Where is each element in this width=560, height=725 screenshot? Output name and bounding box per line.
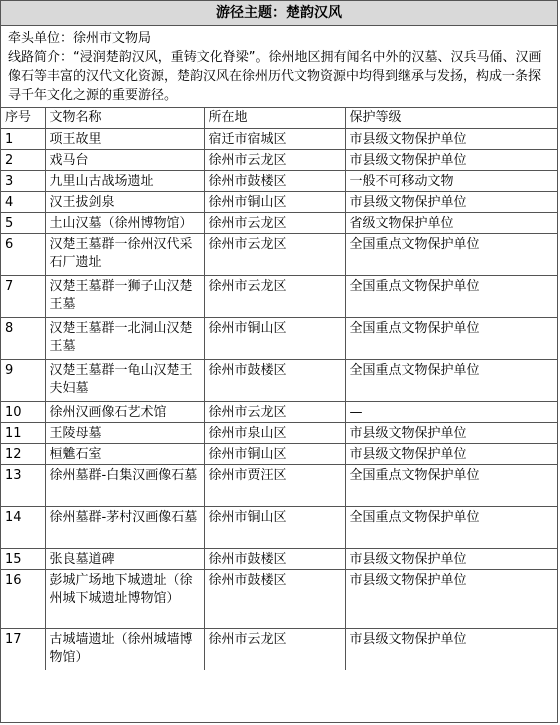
cell-protection-level: 全国重点文物保护单位 [345, 234, 557, 276]
cell-location: 徐州市云龙区 [204, 234, 345, 276]
header-location: 所在地 [204, 108, 345, 129]
cell-index: 11 [1, 423, 45, 444]
cell-index: 15 [1, 549, 45, 570]
cell-relic-name: 王陵母墓 [45, 423, 204, 444]
cell-index: 7 [1, 276, 45, 318]
cell-relic-name: 桓魋石室 [45, 444, 204, 465]
table-row [1, 276, 557, 318]
cell-protection-level: — [345, 402, 557, 423]
cell-relic-name: 徐州墓群-茅村汉画像石墓 [45, 507, 204, 549]
cell-location: 徐州市泉山区 [204, 423, 345, 444]
cell-index: 3 [1, 171, 45, 192]
cell-relic-name: 汉王拔剑泉 [45, 192, 204, 213]
cell-location: 徐州市鼓楼区 [204, 171, 345, 192]
cell-relic-name: 戏马台 [45, 150, 204, 171]
cell-protection-level: 市县级文物保护单位 [345, 423, 557, 444]
cell-protection-level: 全国重点文物保护单位 [345, 276, 557, 318]
cell-protection-level: 全国重点文物保护单位 [345, 318, 557, 360]
cell-location: 徐州市铜山区 [204, 444, 345, 465]
cell-location: 徐州市鼓楼区 [204, 360, 345, 402]
cell-location: 徐州市云龙区 [204, 150, 345, 171]
cell-location: 徐州市云龙区 [204, 629, 345, 671]
cell-relic-name: 汉楚王墓群一狮子山汉楚王墓 [45, 276, 204, 318]
cell-protection-level: 市县级文物保护单位 [345, 549, 557, 570]
cell-location: 宿迁市宿城区 [204, 129, 345, 150]
table-row [1, 150, 557, 171]
cell-protection-level: 全国重点文物保护单位 [345, 465, 557, 507]
cell-index: 4 [1, 192, 45, 213]
cell-protection-level: 省级文物保护单位 [345, 213, 557, 234]
header-protection-level: 保护等级 [345, 108, 557, 129]
table-row [1, 423, 557, 444]
cell-index: 17 [1, 629, 45, 671]
cell-protection-level: 全国重点文物保护单位 [345, 507, 557, 549]
cell-relic-name: 汉楚王墓群一龟山汉楚王夫妇墓 [45, 360, 204, 402]
table-row [1, 402, 557, 423]
table-row [1, 213, 557, 234]
cell-protection-level: 市县级文物保护单位 [345, 192, 557, 213]
table-row [1, 507, 557, 549]
table-row [1, 465, 557, 507]
cell-location: 徐州市鼓楼区 [204, 549, 345, 570]
route-intro: 线路简介：“浸润楚韵汉风，重铸文化脊梁”。徐州地区拥有闻名中外的汉墓、汉兵马俑、汉画像石等丰富的汉代文化资源，楚韵汉风在徐州历代文物资源中均得到继承与发扬，构成一条探寻千年文化之源的重要游径。 [8, 50, 542, 103]
cell-index: 16 [1, 570, 45, 629]
cell-index: 6 [1, 234, 45, 276]
cell-protection-level: 市县级文物保护单位 [345, 150, 557, 171]
table-row [1, 629, 557, 671]
cell-location: 徐州市云龙区 [204, 276, 345, 318]
table-row [1, 234, 557, 276]
cell-protection-level: 市县级文物保护单位 [345, 570, 557, 629]
cell-index: 12 [1, 444, 45, 465]
table-row [1, 570, 557, 629]
table-row [1, 129, 557, 150]
cell-relic-name: 徐州墓群-白集汉画像石墓 [45, 465, 204, 507]
cell-protection-level: 市县级文物保护单位 [345, 629, 557, 671]
cell-protection-level: 一般不可移动文物 [345, 171, 557, 192]
table-row [1, 549, 557, 570]
cell-relic-name: 徐州汉画像石艺术馆 [45, 402, 204, 423]
cell-relic-name: 张良墓道碑 [45, 549, 204, 570]
cell-location: 徐州市鼓楼区 [204, 570, 345, 629]
cell-index: 10 [1, 402, 45, 423]
cell-relic-name: 汉楚王墓群一北洞山汉楚王墓 [45, 318, 204, 360]
table-row [1, 444, 557, 465]
relics-table [1, 108, 557, 670]
cell-index: 9 [1, 360, 45, 402]
header-index: 序号 [1, 108, 45, 129]
route-title: 游径主题：楚韵汉风 [1, 1, 557, 26]
cell-relic-name: 古城墙遗址（徐州城墙博物馆） [45, 629, 204, 671]
cell-relic-name: 项王故里 [45, 129, 204, 150]
cell-location: 徐州市云龙区 [204, 213, 345, 234]
table-row [1, 360, 557, 402]
cell-index: 2 [1, 150, 45, 171]
cell-relic-name: 汉楚王墓群一徐州汉代采石厂遗址 [45, 234, 204, 276]
header-relic-name: 文物名称 [45, 108, 204, 129]
cell-index: 13 [1, 465, 45, 507]
cell-relic-name: 土山汉墓（徐州博物馆） [45, 213, 204, 234]
table-row [1, 171, 557, 192]
cell-protection-level: 市县级文物保护单位 [345, 444, 557, 465]
cell-location: 徐州市贾汪区 [204, 465, 345, 507]
cell-location: 徐州市铜山区 [204, 192, 345, 213]
cell-relic-name: 彭城广场地下城遗址（徐州城下城遗址博物馆） [45, 570, 204, 629]
cell-protection-level: 全国重点文物保护单位 [345, 360, 557, 402]
lead-unit: 牵头单位：徐州市文物局 [8, 31, 152, 46]
cell-index: 14 [1, 507, 45, 549]
table-header-row [1, 108, 557, 129]
route-info [1, 26, 557, 108]
cell-location: 徐州市铜山区 [204, 507, 345, 549]
cell-index: 1 [1, 129, 45, 150]
cell-protection-level: 市县级文物保护单位 [345, 129, 557, 150]
cell-location: 徐州市云龙区 [204, 402, 345, 423]
table-row [1, 318, 557, 360]
cell-index: 8 [1, 318, 45, 360]
cell-index: 5 [1, 213, 45, 234]
cell-location: 徐州市铜山区 [204, 318, 345, 360]
cell-relic-name: 九里山古战场遗址 [45, 171, 204, 192]
table-row [1, 192, 557, 213]
